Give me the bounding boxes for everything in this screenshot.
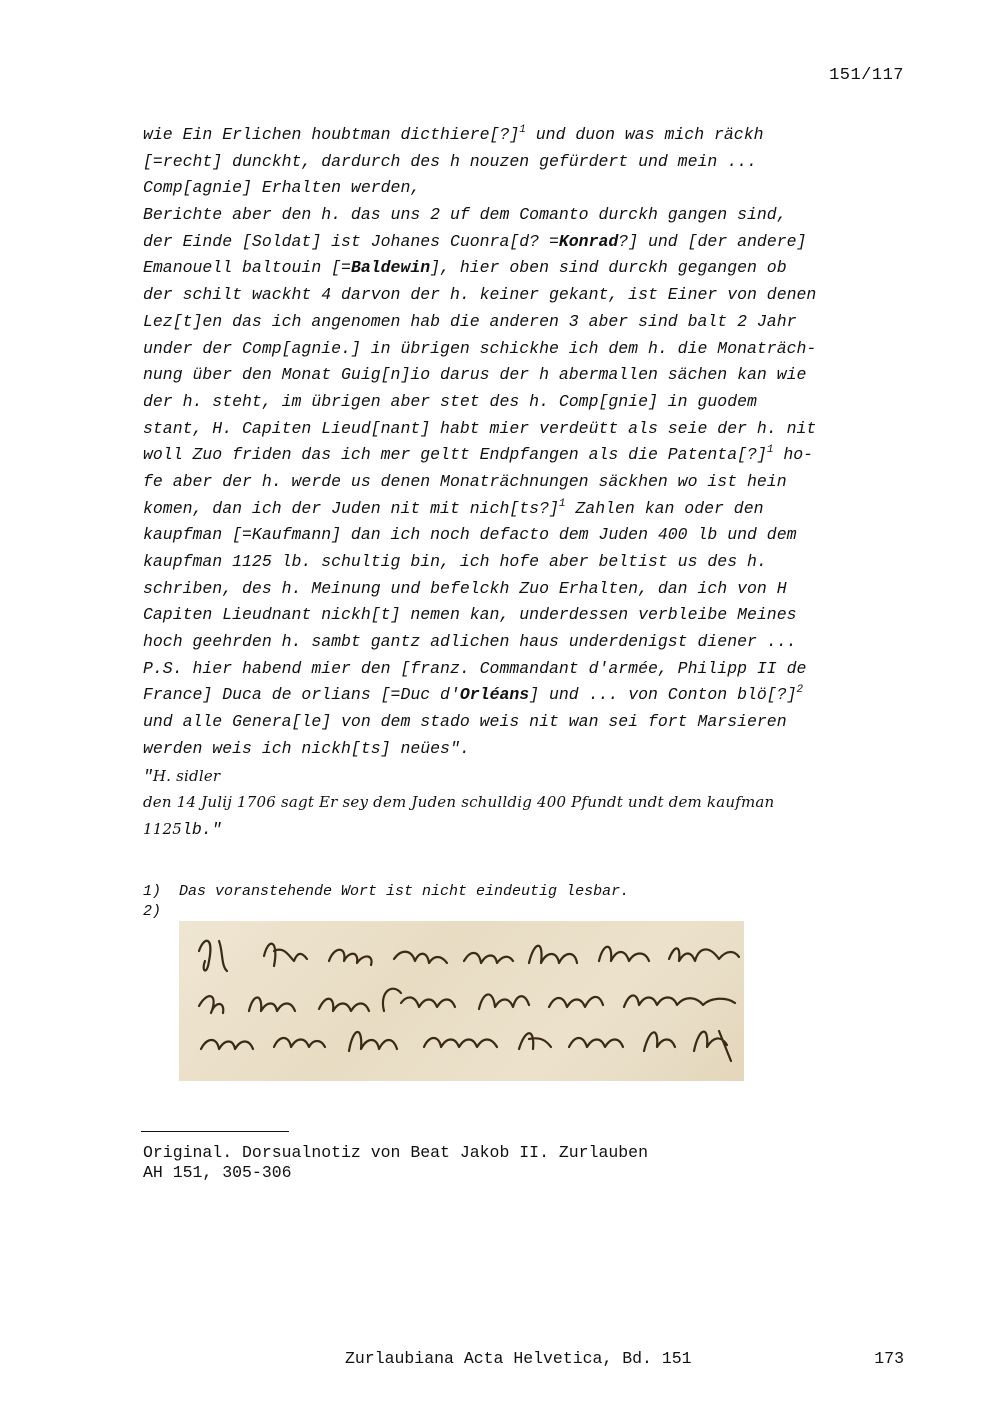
text-segment: ho- <box>773 445 814 465</box>
text-segment: Comp[agnie] Erhalten werden, <box>143 178 421 198</box>
text-line <box>143 602 913 629</box>
text-segment: schriben, des h. Meinung und befelckh Zuo Erhalten, dan ich von H <box>143 578 787 598</box>
text-line <box>143 576 913 603</box>
text-line <box>143 736 913 763</box>
text-segment: Capiten Lieudnant nickh[t] nemen kan, underdessen verbleibe Meines <box>143 605 797 625</box>
text-segment: der h. steht, im übrigen aber stet des h. Comp[gnie] in guodem <box>143 391 757 411</box>
footnote-marker: 1) <box>143 883 162 900</box>
text-segment: komen, dan ich der Juden nit mit nich[ts?] <box>143 498 559 518</box>
footer-publication-title: Zurlaubiana Acta Helvetica, Bd. 151 <box>345 1349 692 1368</box>
text-segment: France] Duca de orlians [=Duc d' <box>143 685 460 705</box>
text-line <box>143 309 913 336</box>
bold-name: Baldewin <box>350 258 431 278</box>
text-line <box>143 255 913 282</box>
text-line <box>143 763 913 790</box>
source-note <box>143 1143 648 1183</box>
text-segment: Lez[t]en das ich angenomen hab die anderen 3 aber sind balt 2 Jahr <box>143 311 797 331</box>
text-line <box>143 202 913 229</box>
text-segment: lb." <box>181 819 222 839</box>
text-segment: Zahlen kan oder den <box>565 498 764 518</box>
text-segment: der schilt wackht 4 darvon der h. keiner gekant, ist Einer von denen <box>143 285 817 305</box>
text-segment: ] und ... von Conton blö[?] <box>529 685 797 705</box>
text-line <box>143 416 913 443</box>
text-line <box>143 442 913 469</box>
text-line <box>143 656 913 683</box>
text-segment: under der Comp[agnie.] in übrigen schickhe ich dem h. die Monaträch- <box>143 338 817 358</box>
text-segment: ], hier oben sind durckh gegangen ob <box>430 258 787 278</box>
footnote-marker: 2) <box>143 903 162 920</box>
text-line <box>143 149 913 176</box>
bold-name: Konrad <box>558 231 619 251</box>
footnotes <box>143 882 629 922</box>
text-segment: nung über den Monat Guig[n]io darus der h abermallen sächen kan wie <box>143 365 807 385</box>
letter-transcription <box>143 122 913 843</box>
footnote-reference: 1 <box>766 444 774 457</box>
text-line <box>143 469 913 496</box>
text-segment: P.S. hier habend mier den [franz. Commandant d'armée, Philipp II de <box>143 658 807 678</box>
text-line <box>143 229 913 256</box>
text-segment: kaupfman [=Kaufmann] dan ich noch defacto dem Juden 400 lb und dem <box>143 525 797 545</box>
text-segment: kaupfman 1125 lb. schultig bin, ich hofe aber beltist us des h. <box>143 552 767 571</box>
text-line <box>143 522 913 549</box>
text-line <box>143 389 913 416</box>
text-segment: und alle Genera[le] von dem stado weis nit wan sei fort Marsieren <box>143 712 787 732</box>
footnote-2 <box>143 902 629 922</box>
text-line <box>143 789 913 816</box>
footnote-reference: 1 <box>519 124 526 136</box>
handwriting-strokes <box>179 921 744 1081</box>
text-segment: wie Ein Erlichen houbtman dicthiere[?] <box>143 125 520 144</box>
footnote-reference: 2 <box>796 684 804 697</box>
text-line <box>143 629 913 656</box>
source-line-1: Original. Dorsualnotiz von Beat Jakob II. Zurlauben <box>143 1143 648 1162</box>
handwritten-note-text: H. sidler <box>152 766 221 785</box>
text-segment: " <box>143 766 153 786</box>
text-line <box>143 122 913 149</box>
text-line <box>143 549 913 576</box>
text-line <box>143 709 913 736</box>
handwritten-manuscript-excerpt-image <box>179 921 744 1081</box>
text-segment: woll Zuo friden das ich mer geltt Endpfangen als die Patenta[?] <box>143 445 767 465</box>
text-segment: ?] und [der andere] <box>618 231 807 251</box>
text-line <box>143 336 913 363</box>
text-segment: hoch geehrden h. sambt gantz adlichen haus underdenigst diener ... <box>143 632 797 652</box>
text-line <box>143 682 913 709</box>
text-segment: der Einde [Soldat] ist Johanes Cuonra[d? = <box>143 231 559 251</box>
text-line <box>143 282 913 309</box>
text-line <box>143 175 913 202</box>
footnote-separator-rule <box>141 1131 289 1132</box>
page-reference: 151/117 <box>829 66 904 85</box>
handwritten-note-text: 1125 <box>143 819 182 838</box>
text-segment: Emanouell baltouin [= <box>143 258 351 278</box>
text-segment: fe aber der h. werde us denen Monaträchnungen säckhen wo ist hein <box>143 471 787 491</box>
text-segment: [=recht] dunckht, dardurch des h nouzen gefürdert und mein ... <box>143 151 757 171</box>
text-segment: und duon was mich räckh <box>525 125 764 144</box>
footnote-reference: 1 <box>558 497 566 510</box>
text-line <box>143 362 913 389</box>
text-line <box>143 816 913 843</box>
handwritten-note-text: den 14 Julij 1706 sagt Er sey dem Juden schulldig 400 Pfundt undt dem kaufman <box>143 793 775 812</box>
text-segment: werden weis ich nickh[ts] neües". <box>143 738 470 758</box>
text-segment: Berichte aber den h. das uns 2 uf dem Comanto durckh gangen sind, <box>143 205 787 225</box>
footer-page-number: 173 <box>874 1349 904 1368</box>
bold-name: Orléans <box>459 685 530 705</box>
footnote-1 <box>143 882 629 902</box>
text-line <box>143 496 913 523</box>
footnote-text: Das voranstehende Wort ist nicht eindeutig lesbar. <box>179 883 630 900</box>
source-line-2: AH 151, 305-306 <box>143 1163 292 1182</box>
text-segment: stant, H. Capiten Lieud[nant] habt mier verdeütt als seie der h. nit <box>143 418 817 438</box>
